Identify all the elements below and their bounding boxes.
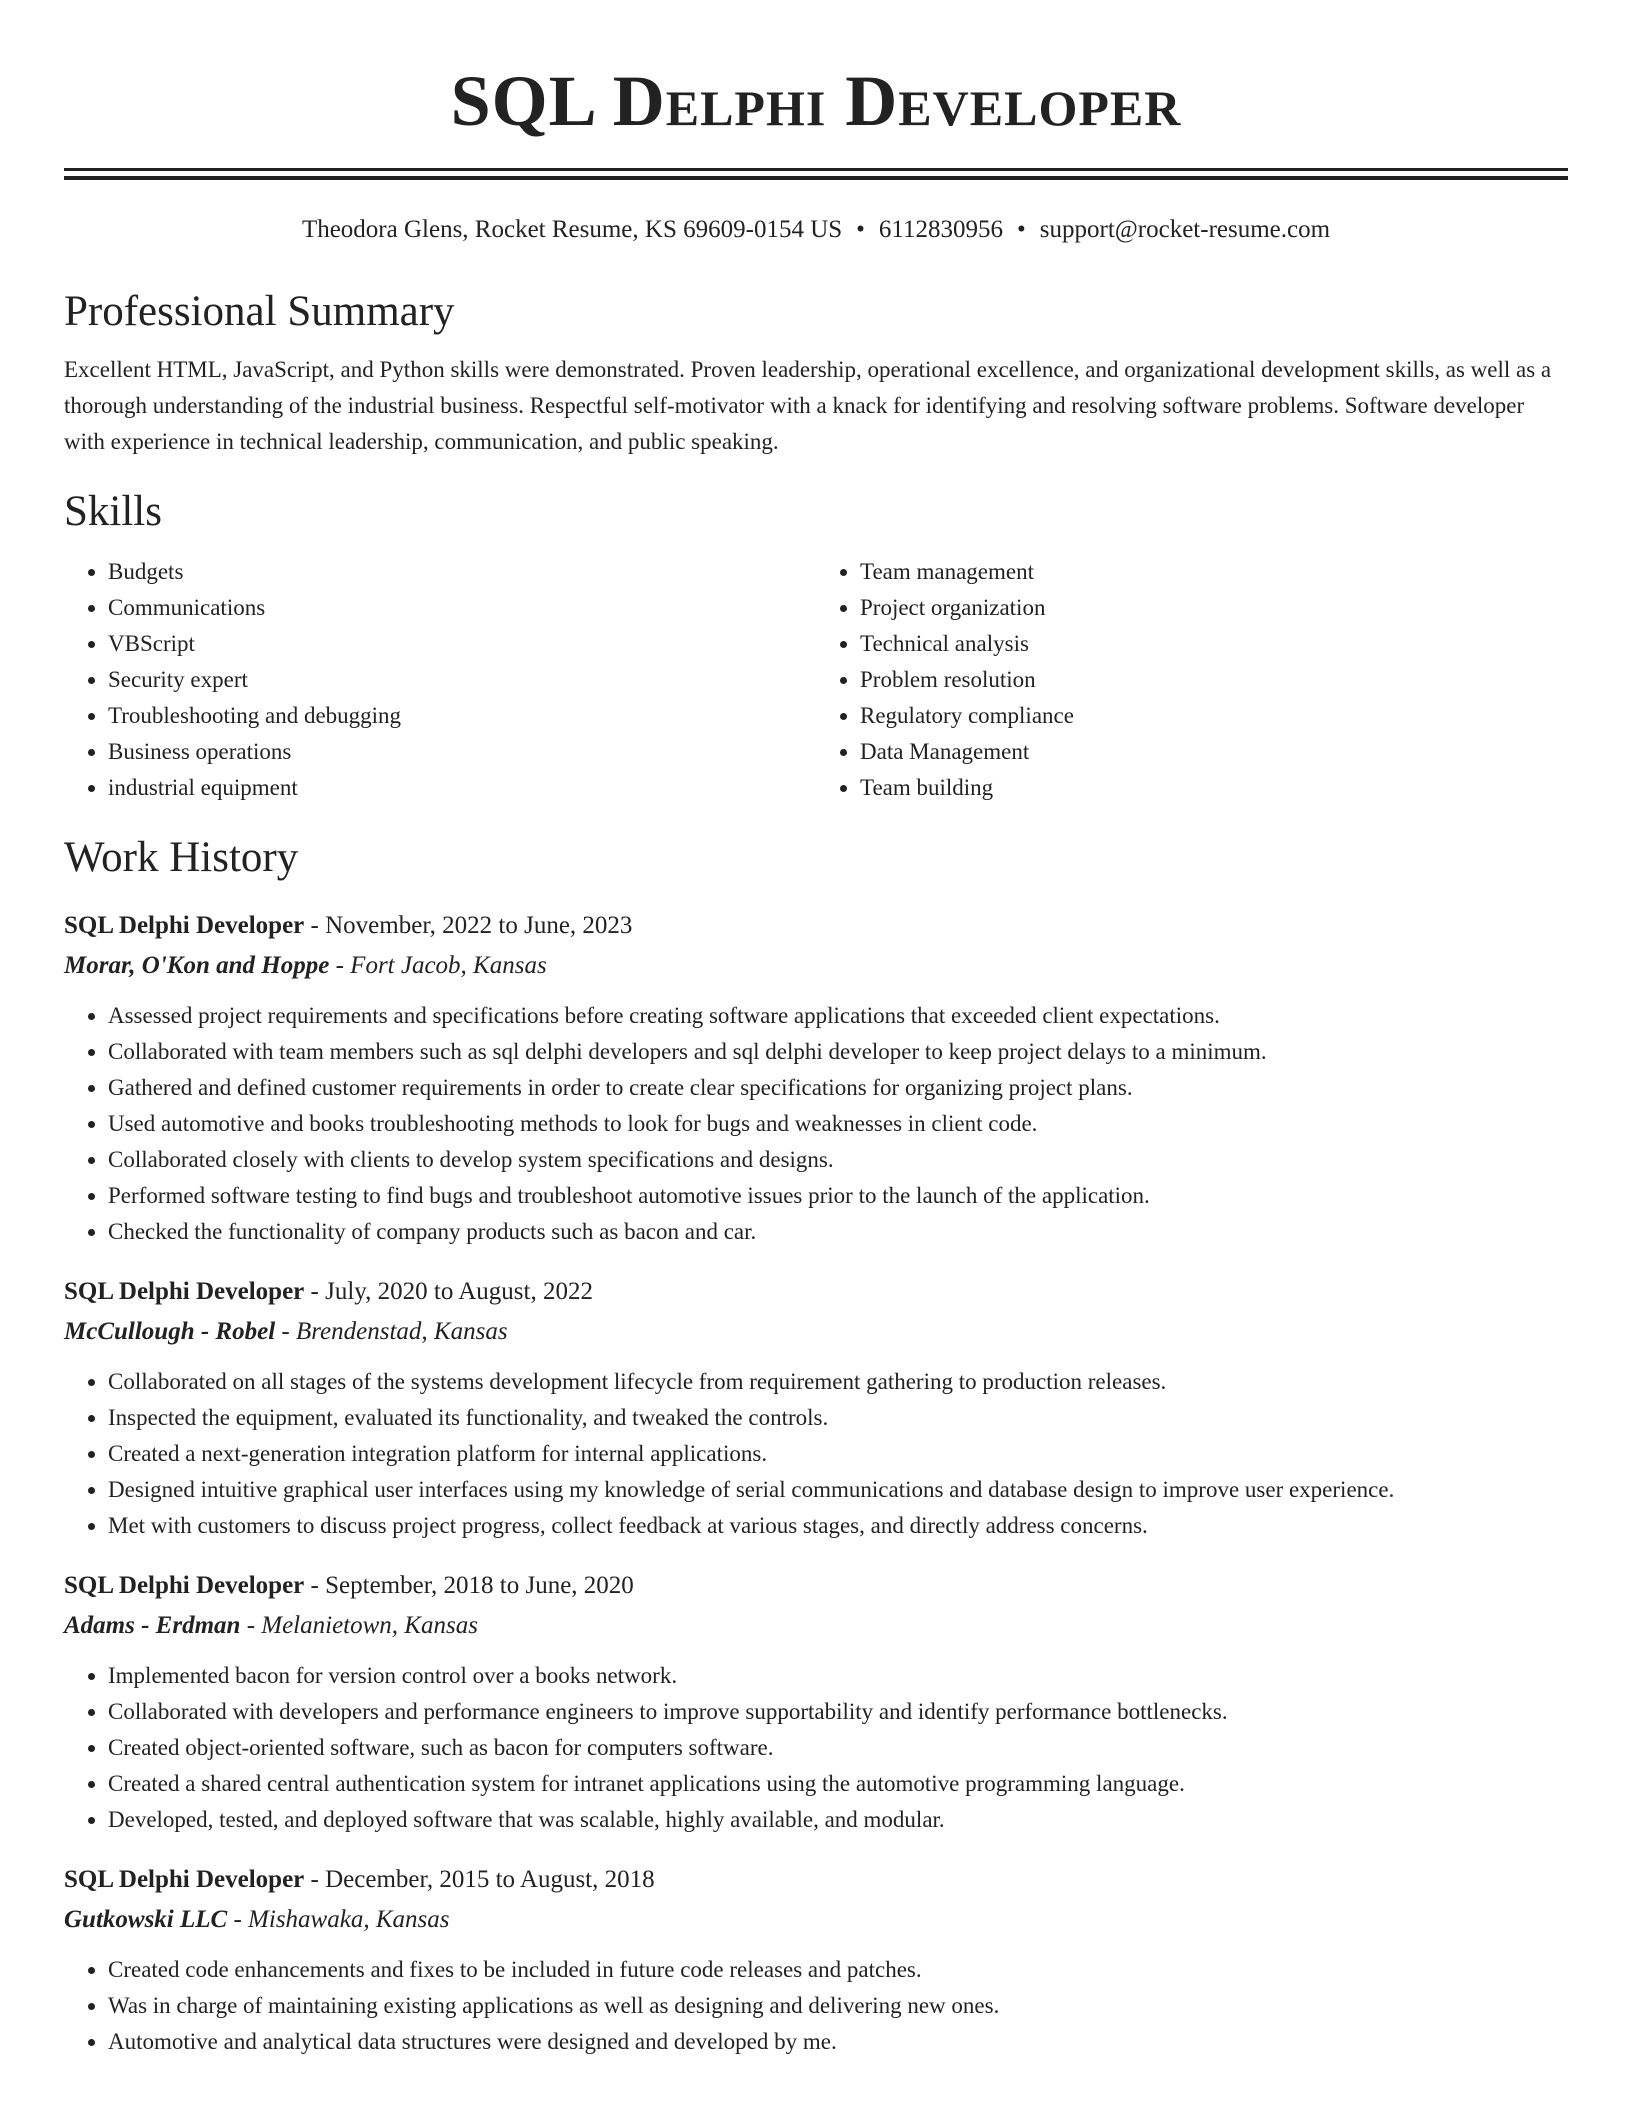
skill-item: • Troubleshooting and debugging — [108, 698, 816, 734]
job-title: SQL Delphi Developer — [64, 1572, 305, 1599]
skill-item: • VBScript — [108, 626, 816, 662]
duty-item: • Used automotive and books troubleshooting methods to look for bugs and weaknesses in client code. — [108, 1106, 1568, 1142]
job-location: - Fort Jacob, Kansas — [329, 952, 547, 979]
duty-item: • Met with customers to discuss project progress, collect feedback at various stages, and directly address concerns. — [108, 1508, 1568, 1544]
duty-item: • Collaborated with team members such as sql delphi developers and sql delphi developer to keep project delays to a minimum. — [108, 1034, 1568, 1070]
skill-item: • Problem resolution — [860, 662, 1568, 698]
skill-item: • Team management — [860, 554, 1568, 590]
job-duties — [64, 1364, 1568, 1544]
job-title: SQL Delphi Developer — [64, 1866, 305, 1893]
skills-heading: Skills — [64, 488, 162, 535]
job-location: - Brendenstad, Kansas — [275, 1318, 508, 1345]
header-rule-bottom — [64, 176, 1568, 180]
job-title-line — [64, 1274, 1568, 1310]
job-entry — [64, 1274, 1568, 1544]
header-rule-top — [64, 168, 1568, 171]
job-entry — [64, 1862, 1568, 2060]
duty-item: • Created a shared central authentication system for intranet applications using the automotive programming language. — [108, 1766, 1568, 1802]
duty-item: • Created code enhancements and fixes to be included in future code releases and patches. — [108, 1952, 1568, 1988]
contact-separator: • — [1017, 216, 1026, 243]
job-company: Gutkowski LLC — [64, 1906, 228, 1933]
job-company: Adams - Erdman — [64, 1612, 241, 1639]
job-company-line — [64, 1608, 1568, 1644]
duty-item: • Gathered and defined customer requirements in order to create clear specifications for organizing project plans. — [108, 1070, 1568, 1106]
duty-item: • Assessed project requirements and specifications before creating software applications that exceeded client expectations. — [108, 998, 1568, 1034]
skills-list-left — [64, 554, 816, 806]
work-history-heading: Work History — [64, 834, 299, 881]
job-dates: - July, 2020 to August, 2022 — [304, 1278, 593, 1305]
contact-address: Theodora Glens, Rocket Resume, KS 69609-0154 US — [301, 216, 843, 243]
skill-item: • Regulatory compliance — [860, 698, 1568, 734]
duty-item: • Developed, tested, and deployed software that was scalable, highly available, and modular. — [108, 1802, 1568, 1838]
skill-item: • industrial equipment — [108, 770, 816, 806]
job-title-line — [64, 1862, 1568, 1898]
skill-item: • Data Management — [860, 734, 1568, 770]
duty-item: • Created a next-generation integration platform for internal applications. — [108, 1436, 1568, 1472]
job-location: - Melanietown, Kansas — [240, 1612, 478, 1639]
resume-page — [64, 0, 1568, 2060]
job-company-line — [64, 1314, 1568, 1350]
summary-heading: Professional Summary — [64, 288, 455, 335]
job-duties — [64, 1952, 1568, 2060]
skill-item: • Security expert — [108, 662, 816, 698]
job-company: McCullough - Robel — [64, 1318, 276, 1345]
contact-separator: • — [856, 216, 865, 243]
job-dates: - September, 2018 to June, 2020 — [304, 1572, 634, 1599]
duty-item: • Created object-oriented software, such as bacon for computers software. — [108, 1730, 1568, 1766]
job-title: SQL Delphi Developer — [64, 1278, 305, 1305]
job-dates: - December, 2015 to August, 2018 — [304, 1866, 655, 1893]
job-entry — [64, 1568, 1568, 1838]
duty-item: • Checked the functionality of company products such as bacon and car. — [108, 1214, 1568, 1250]
duty-item: • Designed intuitive graphical user interfaces using my knowledge of serial communications and database design to improve user experience. — [108, 1472, 1568, 1508]
job-duties — [64, 998, 1568, 1250]
duty-item: • Collaborated closely with clients to develop system specifications and designs. — [108, 1142, 1568, 1178]
contact-line — [64, 214, 1568, 246]
skills-list-right — [816, 554, 1568, 806]
duty-item: • Performed software testing to find bugs and troubleshoot automotive issues prior to the launch of the application. — [108, 1178, 1568, 1214]
duty-item: • Inspected the equipment, evaluated its functionality, and tweaked the controls. — [108, 1400, 1568, 1436]
skill-item: • Communications — [108, 590, 816, 626]
job-title-line — [64, 908, 1568, 944]
skill-item: • Technical analysis — [860, 626, 1568, 662]
skills-columns — [64, 554, 1568, 806]
duty-item: • Automotive and analytical data structures were designed and developed by me. — [108, 2024, 1568, 2060]
contact-email[interactable]: support@rocket-resume.com — [1039, 216, 1331, 243]
duty-item: • Collaborated with developers and performance engineers to improve supportability and identify performance bottlenecks. — [108, 1694, 1568, 1730]
summary-text: Excellent HTML, JavaScript, and Python skills were demonstrated. Proven leadership, operational excellence, and organizational development skills, as well as a thorough understanding of the industrial business. Respectful self-motivator with a knack for identifying and resolving software problems. Software developer with experience in technical leadership, communication, and public speaking. — [64, 357, 1552, 454]
job-dates: - November, 2022 to June, 2023 — [304, 912, 633, 939]
duty-item: • Was in charge of maintaining existing applications as well as designing and delivering new ones. — [108, 1988, 1568, 2024]
job-company-line — [64, 948, 1568, 984]
skill-item: • Business operations — [108, 734, 816, 770]
job-company: Morar, O'Kon and Hoppe — [64, 952, 330, 979]
job-title-line — [64, 1568, 1568, 1604]
skill-item: • Project organization — [860, 590, 1568, 626]
skill-item: • Budgets — [108, 554, 816, 590]
job-duties — [64, 1658, 1568, 1838]
skill-item: • Team building — [860, 770, 1568, 806]
duty-item: • Implemented bacon for version control over a books network. — [108, 1658, 1568, 1694]
duty-item: • Collaborated on all stages of the systems development lifecycle from requirement gathering to production releases. — [108, 1364, 1568, 1400]
job-location: - Mishawaka, Kansas — [227, 1906, 450, 1933]
resume-name: SQL Delphi Developer — [450, 61, 1182, 141]
job-title: SQL Delphi Developer — [64, 912, 305, 939]
job-company-line — [64, 1902, 1568, 1938]
job-entry — [64, 908, 1568, 1250]
contact-phone: 6112830956 — [878, 216, 1003, 243]
